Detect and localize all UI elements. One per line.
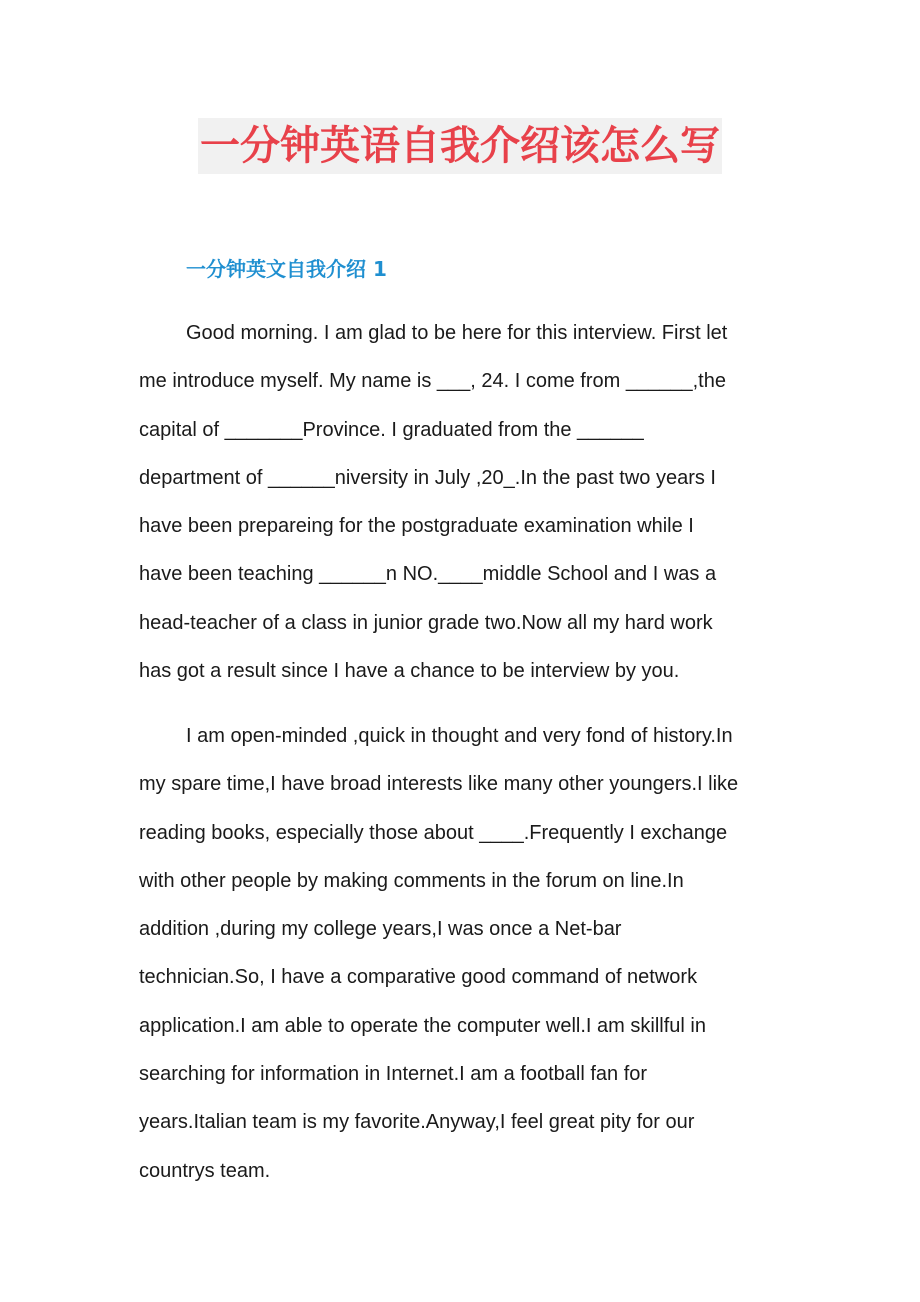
paragraph-1 [139, 309, 789, 695]
paragraph-line: I am open-minded ,quick in thought and very fond of history.In [186, 725, 733, 747]
paragraph-line: me introduce myself. My name is ___, 24. I come from ______,the [139, 370, 726, 393]
paragraph-line: Good morning. I am glad to be here for this interview. First let [186, 322, 728, 344]
paragraph-line: has got a result since I have a chance to be interview by you. [139, 660, 680, 683]
paragraph-2 [139, 712, 789, 1195]
paragraph-line: technician.So, I have a comparative good command of network [139, 966, 698, 989]
paragraph-line: reading books, especially those about ____.Frequently I exchange [139, 821, 728, 844]
paragraph-line: with other people by making comments in the forum on line.In [139, 869, 684, 892]
paragraph-line: countrys team. [139, 1159, 271, 1182]
title-container [0, 118, 920, 174]
document-title: 一分钟英语自我介绍该怎么写 [198, 118, 722, 174]
paragraph-line: application.I am able to operate the computer well.I am skillful in [139, 1014, 706, 1037]
section-heading: 一分钟英文自我介绍 1 [186, 257, 387, 281]
paragraph-line: capital of _______Province. I graduated from the ______ [139, 418, 644, 441]
paragraph-line: have been teaching ______n NO.____middle School and I was a [139, 563, 717, 586]
paragraph-line: my spare time,I have broad interests like many other youngers.I like [139, 773, 739, 796]
paragraph-line: addition ,during my college years,I was once a Net-bar [139, 918, 622, 941]
paragraph-line: searching for information in Internet.I am a football fan for [139, 1063, 648, 1086]
paragraph-line: department of ______niversity in July ,20_.In the past two years I [139, 466, 716, 489]
paragraph-line: head-teacher of a class in junior grade two.Now all my hard work [139, 611, 713, 634]
paragraph-line: years.Italian team is my favorite.Anyway,I feel great pity for our [139, 1111, 695, 1134]
paragraph-line: have been prepareing for the postgraduate examination while I [139, 515, 694, 538]
